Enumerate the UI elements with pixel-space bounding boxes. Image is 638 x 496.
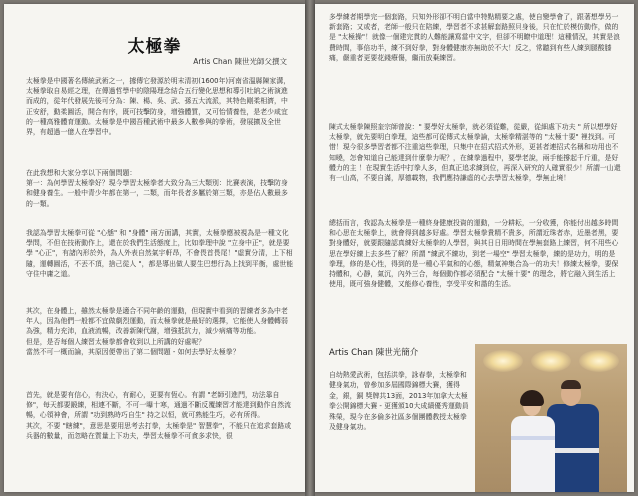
- right-page: [315, 4, 634, 492]
- woman-hair: [520, 390, 544, 406]
- left-page: [4, 4, 305, 492]
- chandelier-light: [483, 350, 523, 372]
- conclusion-paragraph: 總括而言，我認為太極拳是一種終身健康投資的運動，一分耕耘，一分收獲，你能付出越多時間和心思在太極拳上，就會得到越多好處。學習太極拳貴精不貴多，所謂近珠者赤，近墨者黑，要對身體好，就要跟隨認真練好太極拳的人學習，與其日日用時間在學無套路上練習，何不用些心思在學好練上去多些了解？所謂 "練武不練功，到老一場空" 學習太極拳，練的是功力，明的是拳理，修的是心性，得到的是一種心平氣和的心態，精氣神集合為一的功夫！修練太極拳，要保持體和，心靜，氣沉，內外三合，每個動作都必須配合 "太極十要" 的理念，將它融入到生活上使用，既可強身健體，又能修心養性，享受平安和諧的生活。: [329, 219, 619, 289]
- author-byline: Artis Chan 陳世光師父撰文: [193, 57, 287, 66]
- chandelier-light: [531, 350, 571, 372]
- master-quote-paragraph: 陳式太極拳陳照奎宗師曾說：" 要學好太極拳，就必須從難，從嚴，從細處下功夫 " 所以想學好太極拳，就先要明白拳理，這些都可從傳式太極拳論，太極拳精湛等的 "太極十要" 裡找到。可惜！現今很多學習者都不注重這些拳理，只集中在招式招式外形，更甚者連招式名稱和功用也不知曉，怎會知道自己能達到什麼拳力呢？，在練拳過程中，要學老說，兩手能撐起千斤重，是好體力的主 ！在現實生活中打拳人多，但真正追求練到位，再深入研究的人確實很少！所謂一山還有一山高，不要自滿，厚德載物，我們應持謙虛的心去學習太極拳，學無止境！: [329, 123, 621, 183]
- mind-body-paragraph: 我認為學習太極拳可從 "心態" 和 "身體" 兩方面講，其實，太極拳應被視為是一種文化學問，不但在技術動作上，還在於我們生活態度上，比如拳理中說 "立身中正"，就是要學 "心正"，有諸內形於外，為人外表自然氣宇軒昂，不會畏首畏尾！"虛實分清，上下相隨，運轉圓活，不丟不頂，捨己從人 "，都是導出做人要生巴想行為上找到平衡，處世能守住中庸之道。: [26, 229, 294, 278]
- questions-paragraph: 在此我想和大家分享以下兩個問題： 第一：為何學習太極拳好？現今學習太極拳者大致分為三大類別：比賽表演，技擊防身和健身養生。一般中青少年都在第一，二類，而年長者多屬於第三類，亦是佔人數最多的一類。: [26, 169, 288, 208]
- health-paragraph: 其次，在身體上，雖然太極拳是適合不同年齡的運動，但現實中看到的習練者多為中老年人，因為他們一般都不宜做劇烈運動，而太極拳就是最好的選擇，它能使人身體轉弱為強，精力充沛，血液流暢，改善新陳代謝，增強抵抗力，減少病痛等功能。 但是，是否每個人練習太極拳都會收到以上所講的好處呢？ 當然不可一概而論，其原因便帶出了第二個問題 - 如何去學好太極拳？: [26, 307, 288, 356]
- man-hair: [561, 380, 581, 389]
- bio-paragraph: 自幼熱愛武術，包括洪拳，詠春拳，太極拳和健身氣功，曾參加多屆國際錦標大賽，獲得金，銀，銅 獎牌共13面，2013年加拿大太極拳公開錦標大賽 - 更獲頒10大成績優秀運動員殊榮，現今在多倫多社區多個團體教授太極拳及健身氣功。: [329, 371, 469, 432]
- woman-trim: [511, 436, 555, 440]
- practice-paragraph: 首先，就是要有信心，有決心，有耐心，更要有恆心。有謂 "老師引進門，功法靠自修"，每天都要鍛練，相連不斷，不可一曝十寒，通過不斷反覆練習才能達到動作自然流暢，心領神會，所謂 "功到熟時巧自生" 持之以恒，就可熟能生巧，必有所得。 其次，不要 "瞎練"，意思是要用思考去打拳，太極拳是" 智慧拳"，不能只在追求套路或兵器的數量，而忽略在質量上下功夫，學習太極拳不可貪多求快，很: [26, 391, 292, 440]
- learning-paragraph: 多學練者期學完一個套路，只知外形卻不明白當中特點精要之處，使自變學會了，跟著想學另一新套路；又或者，老師一般只在陪練，學習者不求甚解套路照貝身後，只在忙於模仿動作，做的是 "太極操"！就像一個建完貫的人難能讓寫當中文字，但卻不明瞭中道理！這種情況，其實是浪費時間，事倍功半，練不到好拳，對身體健康亦無助於不大！反之，常聽到有些人練到腿酸膝痛，嚴重者更要花錢療傷，繼而放棄練習。: [329, 13, 621, 62]
- woman-figure: [511, 416, 555, 492]
- article-title: 太極拳: [127, 37, 182, 57]
- book-spine: [305, 0, 315, 496]
- bio-title: Artis Chan 陳世光簡介: [329, 348, 419, 358]
- intro-paragraph: 太極拳是中國著名傳統武術之一，據傳它發源於明末清初(1600年)河南省溫縣陳家溝，太極拳取自易經之理，在傳過哲學中的陰陽理念結合五行變化思想和導引吐納之術演進而成的，從年代發展先後可分為：陳、楊、吳、武、孫五大流派，其特色剛柔相濟，中正安舒，動柔圓活，開合有序，既可技擊防身，增強體質，又可怡情養性，是老少咸宜的一種高雅體育運動。太極拳是中國吾種武術中最多人數參與的拳術，發展擴及全世界，有超過一億人在學習中。: [26, 77, 291, 137]
- author-photo: [475, 344, 627, 492]
- chandelier-light: [579, 350, 619, 372]
